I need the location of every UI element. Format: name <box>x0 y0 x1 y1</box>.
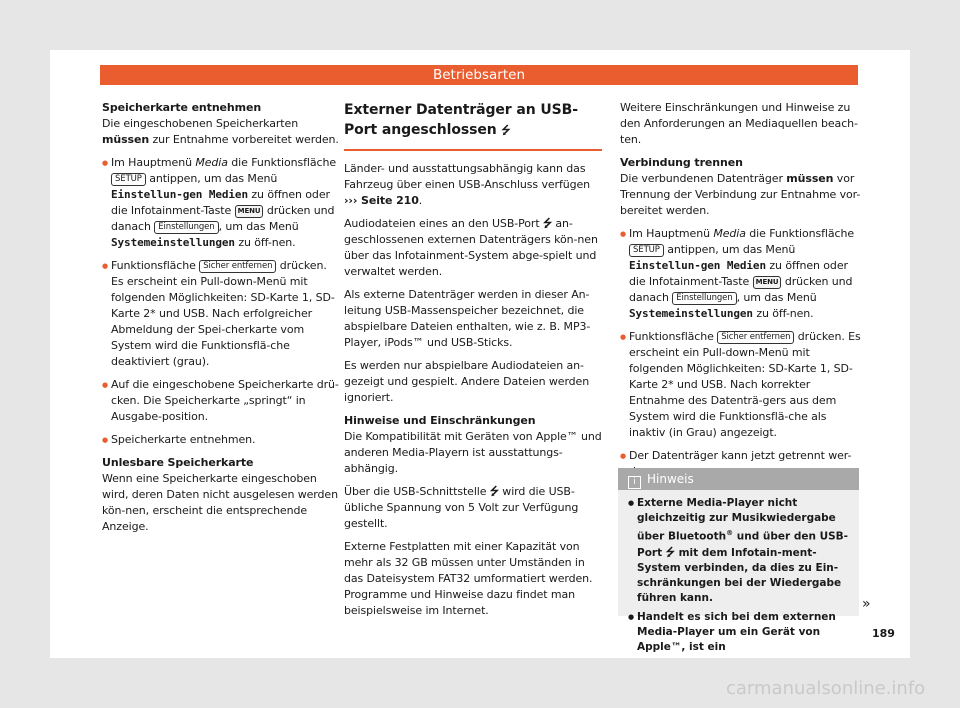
note-item: ● Externe Media-Player nicht gleichzeitig zur Musikwiedergabe über Bluetooth® und über den USB-Port ⭍ mit dem Infotain-ment-System verbinden, da dies zu Ein-schränkungen bei der Wiedergabe führen kann. <box>628 496 851 606</box>
settings-button: Einstellungen <box>672 292 736 305</box>
heading-unreadable-card: Unlesbare Speicherkarte <box>102 456 254 469</box>
menu-name: Systemeinstellungen <box>111 236 235 249</box>
paragraph: Weitere Einschränkungen und Hinweise zu den Anforderungen an Mediaquellen beach-ten. <box>620 101 858 146</box>
menu-name: Systemeinstellungen <box>629 307 753 320</box>
continue-marker: » <box>862 596 871 612</box>
menu-key-icon: MENU <box>235 205 264 218</box>
setup-button: SETUP <box>111 173 146 186</box>
section-title: Externer Datenträger an USB-Port angeschlossen ⭍ <box>344 100 602 151</box>
right-column <box>620 100 862 487</box>
page-number: 189 <box>872 627 895 640</box>
menu-key-icon: MENU <box>753 276 782 289</box>
paragraph: Länder- und ausstattungsabhängig kann das Fahrzeug über einen USB-Anschluss verfügen ››› Seite 210. <box>344 162 591 207</box>
middle-column <box>344 100 602 626</box>
paragraph: Die eingeschobenen Speicherkarten müssen zur Entnahme vorbereitet werden. <box>102 117 339 146</box>
list-item: ● Funktionsfläche Sicher entfernen drücken. Es erscheint ein Pull-down-Menü mit folgenden Möglichkeiten: SD-Karte 1, SD-Karte 2* und USB. Nach erfolgreicher Abmeldung der Spei-cherkarte vom System wird die Funktionsflä-che deaktiviert (grau). <box>102 258 342 370</box>
menu-name: Einstellun-gen Medien <box>111 188 248 201</box>
paragraph: Die Kompatibilität mit Geräten von Apple™ und anderen Media-Playern ist ausstattungs-abhängig. <box>344 430 602 475</box>
heading-remove-card: Speicherkarte entnehmen <box>102 101 262 114</box>
paragraph: Die verbundenen Datenträger müssen vor Trennung der Verbindung zur Entnahme vor-bereitet werden. <box>620 172 861 217</box>
left-column <box>102 100 342 542</box>
paragraph: Wenn eine Speicherkarte eingeschoben wird, deren Daten nicht ausgelesen werden kön-nen, erscheint die entsprechende Anzeige. <box>102 472 338 533</box>
section-header: Betriebsarten <box>100 65 858 85</box>
usb-icon: ⭍ <box>665 545 675 559</box>
note-box <box>618 468 859 653</box>
paragraph: Als externe Datenträger werden in dieser An-leitung USB-Massenspeicher bezeichnet, die abspielbare Dateien enthalten, wie z. B. MP3-Player, iPods™ und USB-Sticks. <box>344 288 591 349</box>
list-item: ● Speicherkarte entnehmen. <box>102 432 342 448</box>
settings-button: Einstellungen <box>154 221 218 234</box>
watermark: carmanualsonline.info <box>726 678 926 699</box>
paragraph: Audiodateien eines an den USB-Port ⭍ an-geschlossenen externen Datenträgers kön-nen über das Infotainment-System abge-spielt und verwaltet werden. <box>344 217 598 278</box>
setup-button: SETUP <box>629 244 664 257</box>
info-icon: i <box>628 476 641 489</box>
list-item: ● Im Hauptmenü Media die Funktionsfläche SETUP antippen, um das Menü Einstellun-gen Medien zu öffnen oder die Infotainment-Taste MENU drücken und danach Einstellungen , um das Menü Systemeinstellungen zu öff-nen. <box>620 226 862 322</box>
usb-icon: ⭍ <box>501 124 511 137</box>
list-item: ● Im Hauptmenü Media die Funktionsfläche SETUP antippen, um das Menü Einstellun-gen Medien zu öffnen oder die Infotainment-Taste MENU drücken und danach Einstellungen , um das Menü Systemeinstellungen zu öff-nen. <box>102 155 342 251</box>
list-item: ● Der Datenträger kann jetzt getrennt wer- <box>620 448 862 480</box>
list-item: ● Funktionsfläche Sicher entfernen drücken. Es erscheint ein Pull-down-Menü mit folgenden Möglichkeiten: SD-Karte 1, SD-Karte 2* und USB. Nach korrekter Entnahme des Datenträ-gers aus dem System wird die Funktionsflä-che als inaktiv (in Grau) angezeigt. <box>620 329 862 441</box>
paragraph: Es werden nur abspielbare Audiodateien an-gezeigt und gespielt. Andere Dateien werden ignoriert. <box>344 359 590 404</box>
safe-remove-button: Sicher entfernen <box>717 331 794 344</box>
safe-remove-button: Sicher entfernen <box>199 260 276 273</box>
menu-name: Einstellun-gen Medien <box>629 259 766 272</box>
usb-icon: ⭍ <box>489 485 499 498</box>
note-item: ● Handelt es sich bei dem externen Media-Player um ein Gerät von Apple™, ist ein <box>628 610 851 655</box>
list-item: ● Auf die eingeschobene Speicherkarte drü-cken. Die Speicherkarte „springt“ in Ausgabe-position. <box>102 377 342 425</box>
note-body <box>618 490 859 655</box>
paragraph: Über die USB-Schnittstelle ⭍ wird die USB-übliche Spannung von 5 Volt zur Verfügung gestellt. <box>344 485 579 530</box>
heading-disconnect: Verbindung trennen <box>620 156 743 169</box>
usb-icon: ⭍ <box>542 217 553 230</box>
page-reference-link[interactable]: ››› Seite 210 <box>344 194 419 207</box>
note-header: i Hinweis <box>618 468 859 490</box>
paragraph: Externe Festplatten mit einer Kapazität von mehr als 32 GB müssen unter Umständen in das Dateisystem FAT32 umformatiert werden. Programme und Hinweise dazu findet man beispielsweise im Internet. <box>344 540 593 617</box>
heading-notes: Hinweise und Einschränkungen <box>344 414 536 427</box>
